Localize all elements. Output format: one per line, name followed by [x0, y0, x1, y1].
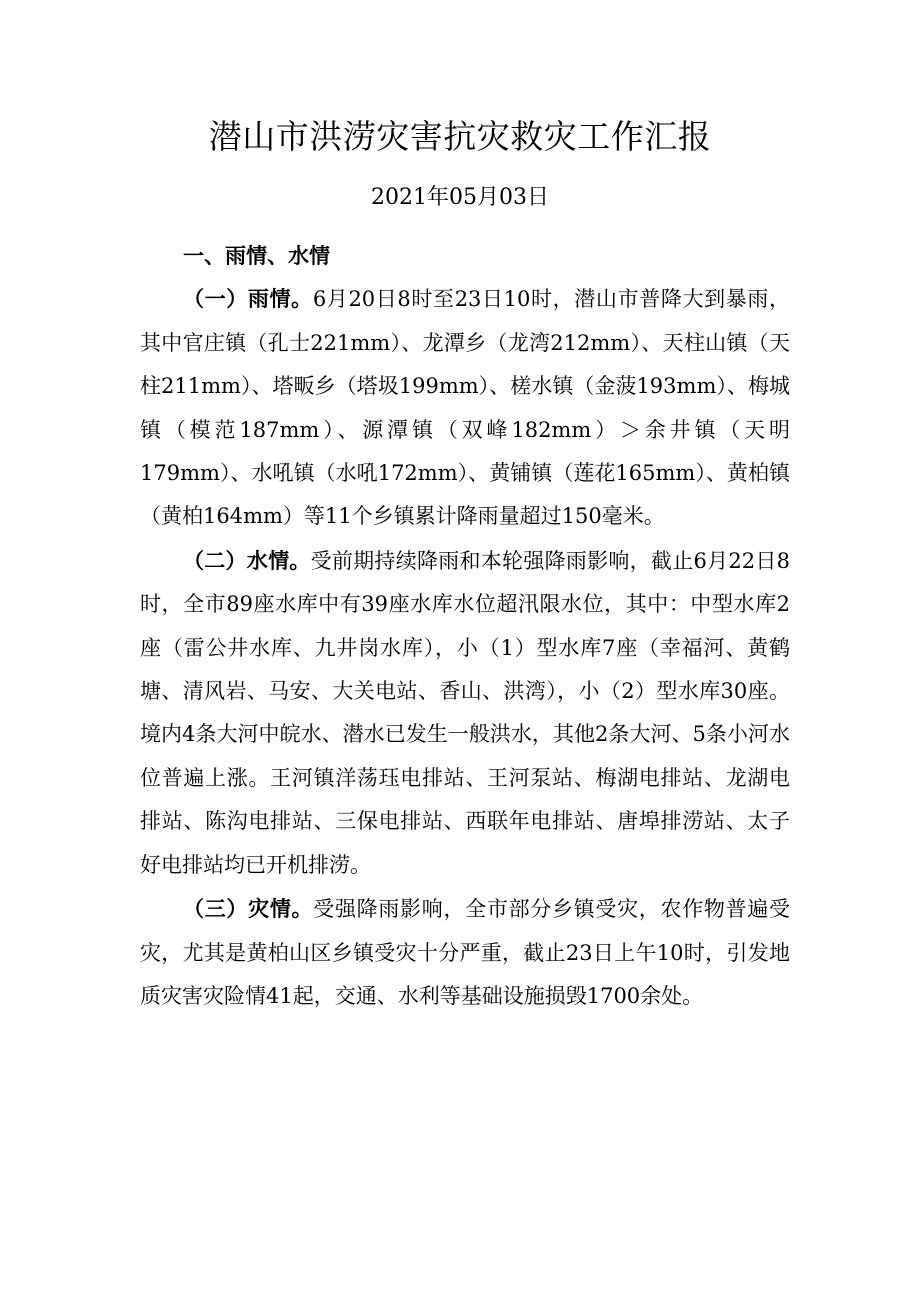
paragraph-text: 受前期持续降雨和本轮强降雨影响，截止6月22日8时，全市89座水库中有39座水库水位超汛限水位，其中：中型水库2座（雷公井水库、九井岗水库），小（1）型水库7座（幸福河、黄鹤塘、清风岩、马安、大关电站、香山、洪湾），小（2）型水库30座。境内4条大河中皖水、潜水已发生一般洪水，其他2条大河、5条小河水位普遍上涨。王河镇洋荡珏电排站、王河泵站、梅湖电排站、龙湖电排站、陈沟电排站、三保电排站、西联年电排站、唐埠排涝站、太子好电排站均已开机排涝。 — [140, 548, 790, 877]
paragraph-text: 受强降雨影响，全市部分乡镇受灾，农作物普遍受灾，尤其是黄柏山区乡镇受灾十分严重，截止23日上午10时，引发地质灾害灾险情41起，交通、水利等基础设施损毁1700余处。 — [140, 897, 791, 1008]
paragraph-lead: （三）灾情。 — [183, 896, 314, 922]
document-body — [140, 234, 790, 1018]
paragraph-rain — [140, 277, 790, 538]
document-date: 2021年05月03日 — [371, 185, 549, 210]
paragraph-text: 6月20日8时至23日10时，潜山市普降大到暴雨，其中官庄镇（孔士221mm）、龙潭乡（龙湾212mm）、天柱山镇（天柱211mm）、塔畈乡（塔圾199mm）、槎水镇（金菠193mm）、梅城镇（模范187mm）、源潭镇（双峰182mm）＞余井镇（天明179mm）、水吼镇（水吼172mm）、黄铺镇（莲花165mm）、黄柏镇（黄柏164mm）等11个乡镇累计降雨量超过150毫米。 — [140, 287, 791, 529]
paragraph-disaster — [140, 887, 790, 1018]
paragraph-lead: （一）雨情。 — [183, 286, 313, 312]
document-title: 潜山市洪涝灾害抗灾救灾工作汇报 — [208, 117, 712, 156]
paragraph-water — [140, 539, 790, 887]
paragraph-lead: （二）水情。 — [183, 547, 311, 573]
section-heading: 一、雨情、水情 — [183, 243, 330, 268]
